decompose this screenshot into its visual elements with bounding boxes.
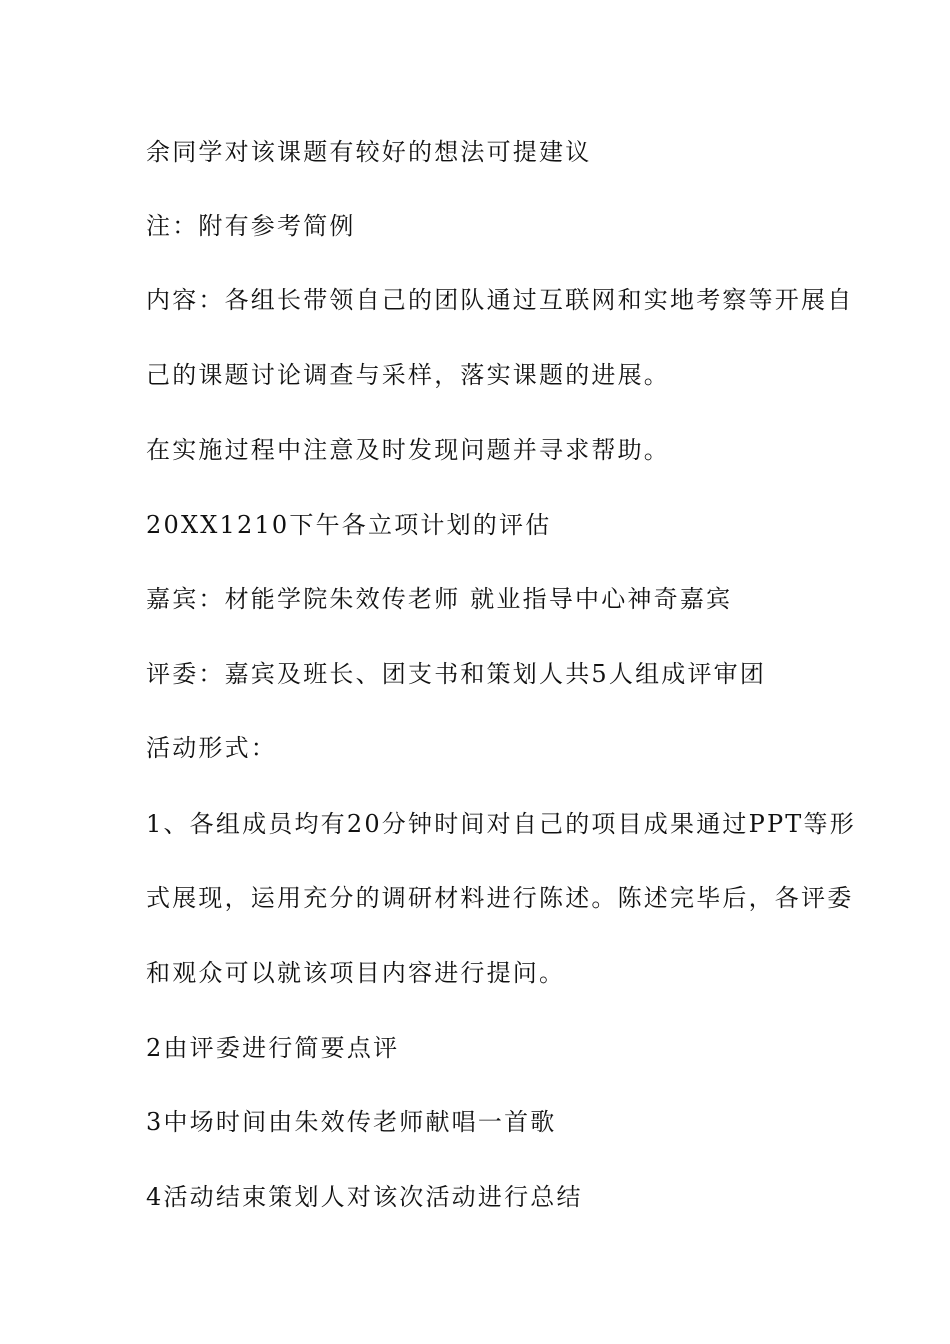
text-line-content-cont: 己的课题讨论调查与采样，落实课题的进展。 [146, 361, 670, 389]
text-line-item-3: 3中场时间由朱效传老师献唱一首歌 [146, 1108, 557, 1136]
text-line-implementation: 在实施过程中注意及时发现问题并寻求帮助。 [146, 436, 670, 464]
text-line-item-1-end: 和观众可以就该项目内容进行提问。 [146, 959, 566, 987]
text-line-guests: 嘉宾：材能学院朱效传老师 就业指导中心神奇嘉宾 [146, 585, 733, 613]
text-line-content: 内容：各组长带领自己的团队通过互联网和实地考察等开展自 [146, 286, 854, 314]
text-line-item-2: 2由评委进行简要点评 [146, 1034, 400, 1062]
text-line-judges: 评委：嘉宾及班长、团支书和策划人共5人组成评审团 [146, 660, 767, 688]
text-line-evaluation-date: 20XX1210下午各立项计划的评估 [146, 511, 552, 539]
text-line-item-1: 1、各组成员均有20分钟时间对自己的项目成果通过PPT等形 [146, 810, 856, 838]
text-line-note: 注：附有参考简例 [146, 212, 356, 240]
text-line-item-1-cont: 式展现，运用充分的调研材料进行陈述。陈述完毕后，各评委 [146, 884, 854, 912]
text-line-activity-format: 活动形式： [146, 734, 277, 762]
text-line-item-4: 4活动结束策划人对该次活动进行总结 [146, 1183, 583, 1211]
text-line-suggestion: 余同学对该课题有较好的想法可提建议 [146, 138, 592, 166]
